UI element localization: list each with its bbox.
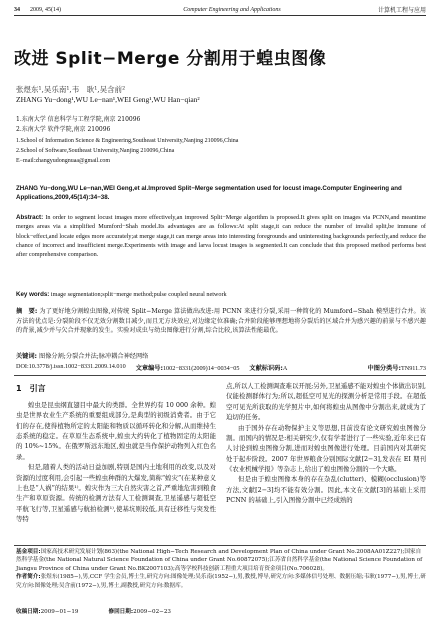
paragraph: 但是,随着人类的活动日益加剧,特别是国内土地利用的改变,以及对资源的过度利用,会引起一些蝗虫种群的大爆发,简称“蝗灾”(在某种意义上也是“人祸”的结果¹⁾。蝗灾作为三大自然灾害之首,严重地危害到粮食生产和草原资源。传统的检测方法有人工检测调查,卫星遥感与超低空平航飞行等,卫星遥感与航拍检测¹⁾,使基坑则较低,具有迁移性与突发性等特 xyxy=(16,463,216,524)
abstract-cn xyxy=(16,307,426,336)
abstract-cn-text: 为了更好地分割蝗虫图像,对传统 Split−Merge 算法做出改进:用 PCNN 来进行分裂,采用一种简化的 Mumford−Shah 模型进行合并。该方法的优点是:分裂阶段不仅无效分割数目减少,而且无方块效应,对边缘定位准确;合并阶段能够理想地将分裂后的区域合并为感兴趣的前景与不感兴趣的背景,减少并与欠合并现象的发生。实验对成虫与幼虫图像进行分割,综合比较,该算法性能最优。 xyxy=(16,308,426,335)
footnote-divider xyxy=(14,545,426,546)
keywords-cn-text: 图像分割;分裂合并法;脉冲耦合神经网络 xyxy=(39,353,149,360)
article-number: 文章编号:1002−8331(2009)14−0034−05 xyxy=(135,365,240,372)
doi[interactable]: DOI:10.3778/j.issn.1002−8331.2009.14.010 xyxy=(16,363,126,370)
email-line[interactable]: E−mail:zhangyudongnuaa@gmail.com xyxy=(16,158,111,164)
abstract-en-text: In order to segment locust images more effectively,an improved Split−Merge algorithm is proposed.It gives split on images via PCNN,and meantime merges areas via a simplified Mumford−Shah model.Its advantages are as follows:At split stage,it can reduce the number of invalid split,be immune of block−effect,and locate edges more accurately;at merge stage,it can merge areas into interesting foregrounds and uninteresting backgrounds perfectly,and reduce the chance of incorrect and insufficient merge.Experiments with image and larva locust images is segmented.It can conclude that this proposed method performs best after comprehensive comparison. xyxy=(16,214,426,259)
issue-info: 2009, 45(14) xyxy=(30,6,61,13)
journal-name-cn: 计算机工程与应用 xyxy=(377,7,426,14)
citation-line: ZHANG Yu−dong,WU Le−nan,WEI Geng,et al.Improved Split−Merge segmentation used for locust image.Computer Engineering and Applications,2009,45(14):34−38. xyxy=(16,185,402,201)
keywords-en-text: image segmentation;split−merge method;pulse coupled neural network xyxy=(50,291,227,298)
affiliation-2-cn: 2.东南大学 软件学院,南京 210096 xyxy=(16,126,111,133)
authors-en: ZHANG Yu−dong¹,WU Le−nan¹,WEI Geng¹,WU Han−qian² xyxy=(16,95,200,104)
abstract-cn-label: 摘 要: xyxy=(16,308,38,315)
affiliation-1-cn: 1.东南大学 信息科学与工程学院,南京 210096 xyxy=(16,116,141,123)
body-column-right xyxy=(226,381,426,506)
page-number: 34 xyxy=(14,6,20,13)
body-column-left xyxy=(16,381,216,524)
keywords-cn xyxy=(16,352,426,361)
paragraph: 由于国外存在动物保护主义等思想,目前没有论文研究蝗虫图像分割。而国内的情况是:相关研究少,仅有学者进行了一些实验,近年来已有人讨论到蝗虫图像分割,进而对蝗虫图像进行处理。目前国内对其研究处于起步阶段。2007 年世界粮食分别国际文献[2−3],发表在 EI 期刊《农业机械学报》等杂志上,给出了蝗虫图像分割的一个大略。 xyxy=(226,423,426,473)
divider xyxy=(14,375,426,376)
abstract-en xyxy=(16,213,426,259)
paper-title: 改进 Split−Merge 分割用于蝗虫图像 xyxy=(14,49,327,69)
journal-name-en: Computer Engineering and Applications xyxy=(183,6,281,13)
author-bio: 作者简介:张煜东(1985−),男,CCF 学生会员,博士生,研究方向:图像处理;吴乐南(1952−),男,教授,博导,研究方向:多媒体信号处理、数据压缩;韦耿(1977−),男,博士,研究方向:图像处理;吴含前(1972−),男,博士,副教授,研究方向:数据库。 xyxy=(16,574,426,589)
keywords-cn-label: 关键词: xyxy=(16,353,38,360)
keywords-en xyxy=(16,290,426,299)
section-heading: 1 引言 xyxy=(16,384,46,393)
paragraph: 但是由于蝗虫图像本身的存在杂乱(clutter)、模糊(occlusion)等方法,文献[2−3]均不能有效分割。因此,本文在文献[3]的基础上采用 PCNN 的基础上,引入图像分割中已经成熟的 xyxy=(226,475,426,505)
dates-line xyxy=(16,607,171,615)
paragraph: 点,所以人工检测调查难以开展;另外,卫星遥感不能对蝗虫个体做出识别,仅能检测群体行为;所以,超低空可见光的探测分析是常用手段。在超低空可见光所获取的光学照片中,如何将蝗虫从图像中分割出来,就成为了迫切的任务。 xyxy=(226,382,426,422)
document-code: 文献标识码:A xyxy=(249,365,288,372)
running-header xyxy=(14,4,426,16)
funding-note: 基金项目:国家高技术研究发展计划(863)(the National High−Tech Research and Development Plan of China under Grant No.2008AA01Z227);国家自然科学基金(the National Natural Science Foundation of China under Grant No.60872075);江苏省自然科学基金(the National Science Foundation of Jiangsu Province of China under Grant No.BK2007103);高等学校科技创新工程重大项目培育资金项目(No.706028)。 xyxy=(16,549,423,572)
affiliation-1-en: 1.School of Information Science & Engineering,Southeast University,Nanjing 210096,China xyxy=(16,138,239,144)
footnote xyxy=(16,548,426,590)
received-date: 收稿日期:2009−01−19 xyxy=(16,609,79,615)
revised-date: 修回日期:2009−02−23 xyxy=(108,609,171,615)
abstract-en-label: Abstract: xyxy=(16,214,44,221)
keywords-en-label: Key words: xyxy=(16,291,50,298)
affiliation-2-en: 2.School of Software,Southeast University,Nanjing 210096,China xyxy=(16,148,175,154)
authors-cn: 张煜东¹,吴乐南¹,韦 耿¹,吴含前² xyxy=(16,85,126,94)
clc-number: 中图分类号:TN911.73 xyxy=(367,365,426,372)
paragraph: 蝗虫是昆虫纲直翅目中最大的类群。全世界约有 10 000 余种。蝗虫是世界农业生产系统的重要组成部分,是典型的初级消费者。由于它们的存在,使得植物所定的太阳能和物质以循环转化和分解,从而维持生态系统的稳定。在草原生态系统中,蝗虫大约转化了植物固定的太阳能的 10%~15%。在俄罗斯远东地区,蝗虫就是当作保护动物列入红色名录。 xyxy=(16,400,216,461)
doi-line xyxy=(16,363,426,372)
